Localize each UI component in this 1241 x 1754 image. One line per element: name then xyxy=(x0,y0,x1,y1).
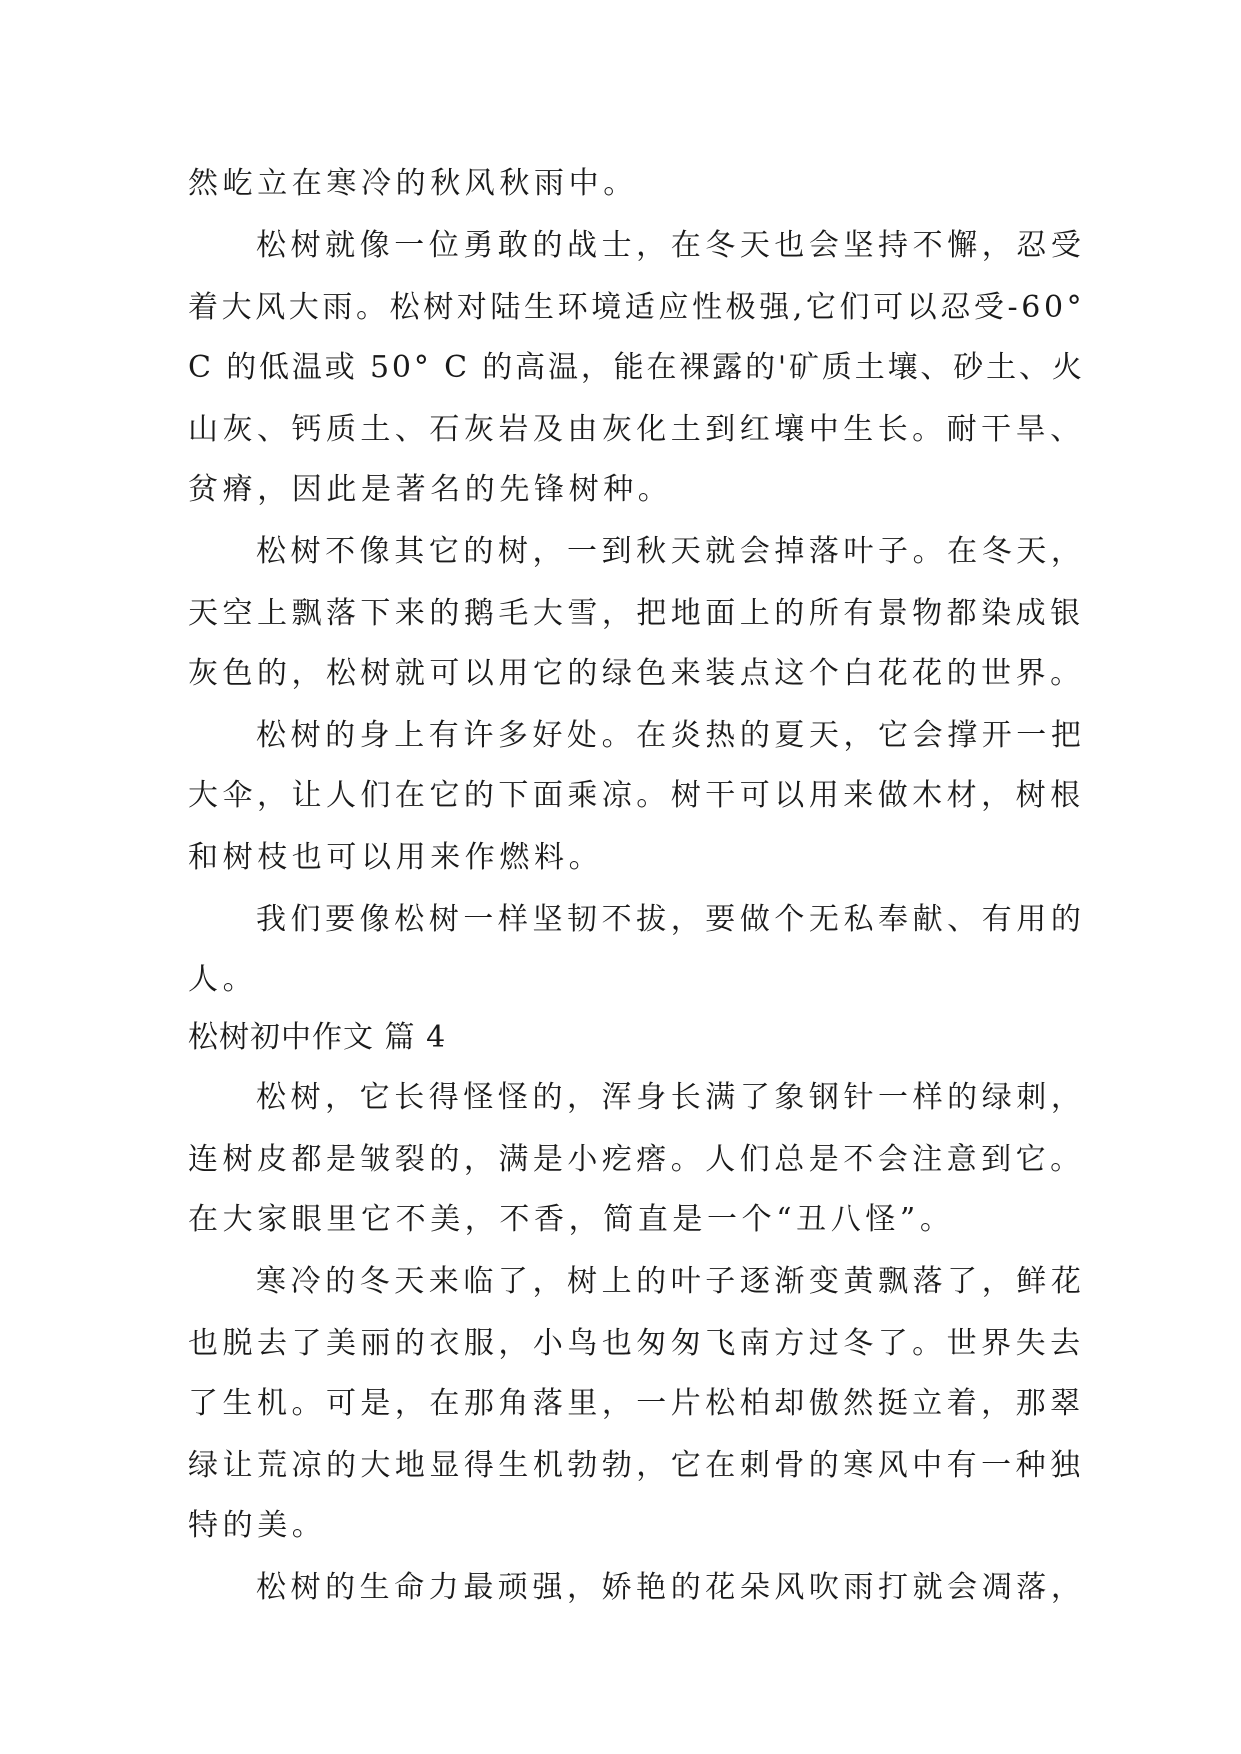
paragraph-start-line: 松树，它长得怪怪的，浑身长满了象钢针一样的绿刺， xyxy=(256,1080,1086,1115)
text-line: 了生机。可是，在那角落里，一片松柏却傲然挺立着，那翠 xyxy=(188,1386,1085,1421)
text-line: C 的低温或 50° C 的高温，能在裸露的'矿质土壤、砂土、火 xyxy=(188,350,1085,385)
text-line: 连树皮都是皱裂的，满是小疙瘩。人们总是不会注意到它。 xyxy=(188,1142,1085,1177)
text-line: 山灰、钙质土、石灰岩及由灰化土到红壤中生长。耐干旱、 xyxy=(188,412,1085,447)
paragraph-start-line: 松树的生命力最顽强，娇艳的花朵风吹雨打就会凋落， xyxy=(256,1570,1086,1605)
paragraph-start-line: 松树的身上有许多好处。在炎热的夏天，它会撑开一把 xyxy=(256,718,1086,753)
paragraph-start-line: 寒冷的冬天来临了，树上的叶子逐渐变黄飘落了，鲜花 xyxy=(256,1264,1086,1299)
text-line: 天空上飘落下来的鹅毛大雪，把地面上的所有景物都染成银 xyxy=(188,596,1085,631)
text-line: 贫瘠，因此是著名的先锋树种。 xyxy=(188,472,673,507)
paragraph-start-line: 松树不像其它的树，一到秋天就会掉落叶子。在冬天， xyxy=(256,534,1086,569)
text-line: 着大风大雨。松树对陆生环境适应性极强,它们可以忍受-60° xyxy=(188,290,1086,325)
paragraph-start-line: 松树就像一位勇敢的战士，在冬天也会坚持不懈，忍受 xyxy=(256,228,1086,263)
text-line: 大伞，让人们在它的下面乘凉。树干可以用来做木材，树根 xyxy=(188,778,1085,813)
text-line: 然屹立在寒冷的秋风秋雨中。 xyxy=(188,166,638,201)
text-line: 人。 xyxy=(188,962,258,997)
text-line: 也脱去了美丽的衣服，小鸟也匆匆飞南方过冬了。世界失去 xyxy=(188,1326,1085,1361)
text-line: 灰色的，松树就可以用它的绿色来装点这个白花花的世界。 xyxy=(188,656,1085,691)
text-line: 绿让荒凉的大地显得生机勃勃，它在刺骨的寒风中有一种独 xyxy=(188,1448,1085,1483)
section-heading: 松树初中作文 篇 4 xyxy=(188,1020,447,1055)
text-line: 在大家眼里它不美，不香，简直是一个“丑八怪”。 xyxy=(188,1202,955,1237)
text-line: 特的美。 xyxy=(188,1508,327,1543)
paragraph-start-line: 我们要像松树一样坚韧不拔，要做个无私奉献、有用的 xyxy=(256,902,1086,937)
text-line: 和树枝也可以用来作燃料。 xyxy=(188,840,604,875)
